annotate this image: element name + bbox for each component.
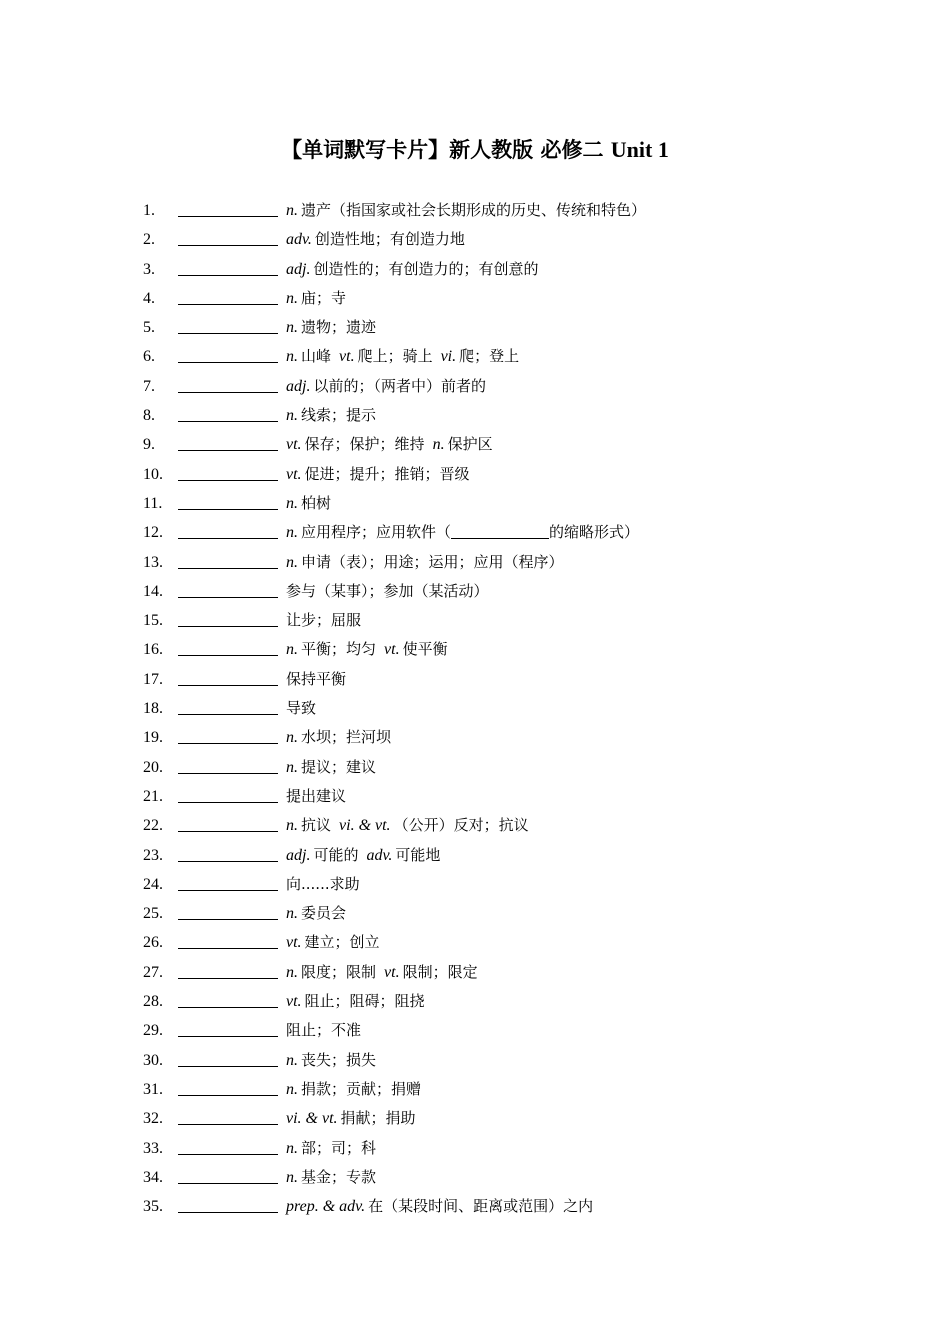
list-item [0, 196, 950, 225]
list-item [0, 518, 950, 547]
meaning-text: 保存；保护；维持 [304, 435, 425, 454]
part-of-speech: n. [286, 319, 298, 337]
item-number: 15. [143, 612, 163, 630]
part-of-speech: n. [286, 1080, 298, 1098]
answer-blank[interactable] [178, 890, 278, 891]
answer-blank[interactable] [178, 216, 278, 217]
answer-blank[interactable] [178, 831, 278, 832]
meaning-text: 让步；屈服 [286, 611, 362, 630]
part-of-speech: n. [286, 202, 298, 219]
item-number: 17. [143, 670, 163, 688]
answer-blank[interactable] [178, 802, 278, 803]
meaning-text: 可能的 [313, 845, 359, 864]
list-item [0, 225, 950, 254]
answer-blank[interactable] [178, 1124, 278, 1125]
definition [286, 958, 478, 987]
definition [286, 723, 391, 752]
part-of-speech: n. [286, 494, 298, 512]
part-of-speech: n. [286, 524, 298, 542]
answer-blank[interactable] [178, 1066, 278, 1067]
definition [286, 987, 425, 1016]
answer-blank[interactable] [178, 1036, 278, 1037]
meaning-text: 山峰 [301, 347, 332, 366]
item-number: 7. [143, 377, 155, 395]
item-number: 14. [143, 582, 163, 600]
definition [286, 928, 380, 957]
definition [286, 1016, 361, 1045]
title-main: 【单词默写卡片】新人教版 必修二 [281, 138, 611, 162]
item-number: 19. [143, 729, 163, 747]
answer-blank[interactable] [178, 304, 278, 305]
definition [286, 1046, 376, 1075]
list-item [0, 1016, 950, 1045]
part-of-speech: vi. & vt. [339, 817, 391, 835]
list-item [0, 1134, 950, 1163]
answer-blank[interactable] [178, 1183, 278, 1184]
answer-blank[interactable] [178, 568, 278, 569]
part-of-speech: n. [286, 348, 298, 366]
part-of-speech: vt. [339, 348, 355, 366]
definition [286, 635, 448, 664]
answer-blank[interactable] [178, 275, 278, 276]
part-of-speech: adj. [286, 260, 311, 278]
definition [286, 665, 346, 694]
item-number: 2. [143, 231, 155, 249]
list-item [0, 958, 950, 987]
item-number: 21. [143, 787, 163, 805]
item-number: 10. [143, 465, 163, 483]
part-of-speech: adj. [286, 846, 311, 864]
list-item [0, 635, 950, 664]
list-item [0, 899, 950, 928]
list-item [0, 606, 950, 635]
item-number: 32. [143, 1110, 163, 1128]
part-of-speech: vt. [286, 436, 302, 454]
item-number: 31. [143, 1080, 163, 1098]
meaning-text: 水坝；拦河坝 [301, 728, 392, 747]
item-number: 35. [143, 1198, 163, 1216]
meaning-text: 导致 [286, 699, 317, 718]
item-number: 24. [143, 875, 163, 893]
definition [286, 401, 376, 430]
definition [286, 196, 646, 225]
item-number: 11. [143, 494, 163, 512]
item-number: 13. [143, 553, 163, 571]
item-number: 20. [143, 758, 163, 776]
definition [286, 313, 376, 342]
item-number: 23. [143, 846, 163, 864]
meaning-text: 保持平衡 [286, 669, 347, 688]
list-item [0, 782, 950, 811]
list-item [0, 1075, 950, 1104]
meaning-text: 丧失；损失 [301, 1050, 377, 1069]
definition [286, 841, 440, 870]
definition [286, 1104, 416, 1133]
meaning-text: 提出建议 [286, 786, 347, 805]
answer-blank[interactable] [178, 362, 278, 363]
part-of-speech: n. [286, 758, 298, 776]
list-item [0, 841, 950, 870]
list-item [0, 1192, 950, 1221]
list-item [0, 928, 950, 957]
list-item [0, 987, 950, 1016]
item-number: 16. [143, 641, 163, 659]
part-of-speech: n. [286, 407, 298, 425]
meaning-text: 捐款；贡献；捐赠 [301, 1079, 422, 1098]
answer-blank[interactable] [178, 1212, 278, 1213]
meaning-text: 参与（某事）；参加（某活动） [286, 581, 489, 600]
answer-blank[interactable] [178, 421, 278, 422]
definition [286, 284, 346, 313]
part-of-speech: n. [286, 963, 298, 981]
item-number: 12. [143, 524, 163, 542]
list-item [0, 342, 950, 371]
answer-blank[interactable] [178, 948, 278, 949]
definition [286, 342, 519, 371]
item-number: 26. [143, 934, 163, 952]
page-title [0, 132, 950, 168]
list-item [0, 694, 950, 723]
part-of-speech: n. [286, 729, 298, 747]
meaning-text: 在（某段时间、距离或范围）之内 [368, 1197, 594, 1216]
answer-blank[interactable] [178, 743, 278, 744]
answer-blank[interactable] [178, 978, 278, 979]
list-item [0, 430, 950, 459]
part-of-speech: vt. [384, 963, 400, 981]
meaning-text: 柏树 [301, 493, 332, 512]
meaning-text: 申请（表）；用途；运用；应用（程序） [301, 552, 564, 571]
answer-blank[interactable] [178, 333, 278, 334]
definition [286, 694, 316, 723]
answer-blank[interactable] [178, 597, 278, 598]
title-unit: Unit 1 [610, 137, 669, 162]
part-of-speech: vi. [440, 348, 457, 366]
meaning-text: 使平衡 [402, 640, 448, 659]
part-of-speech: vt. [286, 993, 302, 1011]
answer-blank[interactable] [178, 1154, 278, 1155]
list-item [0, 723, 950, 752]
answer-blank[interactable] [178, 626, 278, 627]
part-of-speech: n. [286, 1051, 298, 1069]
definition [286, 518, 639, 547]
list-item [0, 313, 950, 342]
definition [286, 782, 346, 811]
meaning-text: 创造性的；有创造力的；有创意的 [313, 259, 539, 278]
list-item [0, 460, 950, 489]
meaning-text: 部；司；科 [301, 1138, 377, 1157]
item-number: 34. [143, 1168, 163, 1186]
meaning-text: 遗物；遗迹 [301, 318, 377, 337]
answer-blank[interactable] [178, 1007, 278, 1008]
definition [286, 1075, 421, 1104]
meaning-text: 爬；登上 [459, 347, 520, 366]
item-number: 28. [143, 993, 163, 1011]
item-number: 8. [143, 407, 155, 425]
list-item [0, 372, 950, 401]
definition [286, 489, 331, 518]
answer-blank[interactable] [178, 245, 278, 246]
part-of-speech: vt. [384, 641, 400, 659]
list-item [0, 1046, 950, 1075]
list-item [0, 1104, 950, 1133]
part-of-speech: n. [286, 1139, 298, 1157]
definition [286, 899, 346, 928]
item-number: 6. [143, 348, 155, 366]
meaning-text: 应用程序；应用软件（ [301, 523, 452, 542]
meaning-text: 遗产（指国家或社会长期形成的历史、传统和特色） [301, 201, 647, 219]
definition [286, 225, 465, 254]
part-of-speech: n. [286, 553, 298, 571]
meaning-text: 平衡；均匀 [301, 640, 377, 659]
item-number: 9. [143, 436, 155, 454]
definition [286, 606, 361, 635]
definition [286, 1163, 376, 1192]
answer-blank[interactable] [178, 919, 278, 920]
part-of-speech: n. [286, 1168, 298, 1186]
part-of-speech: vt. [286, 465, 302, 483]
definition [286, 577, 489, 606]
list-item [0, 548, 950, 577]
meaning-text: 抗议 [301, 816, 332, 835]
definition [286, 460, 470, 489]
list-item [0, 811, 950, 840]
meaning-text: 庙；寺 [301, 288, 347, 307]
definition [286, 870, 360, 899]
list-item [0, 665, 950, 694]
meaning-text: 促进；提升；推销；晋级 [304, 464, 470, 483]
definition [286, 811, 529, 840]
meaning-text: 向......求助 [286, 874, 360, 893]
list-item [0, 401, 950, 430]
meaning-text: （公开）反对；抗议 [393, 816, 529, 835]
answer-blank[interactable] [178, 480, 278, 481]
meaning-text: 以前的；（两者中）前者的 [313, 376, 486, 395]
meaning-text: 可能地 [395, 845, 441, 864]
answer-blank[interactable] [178, 773, 278, 774]
answer-blank[interactable] [178, 538, 278, 539]
meaning-text: 委员会 [301, 904, 347, 923]
meaning-text: 线索；提示 [301, 406, 377, 425]
list-item [0, 577, 950, 606]
vocabulary-list [0, 196, 950, 1221]
part-of-speech: n. [286, 289, 298, 307]
definition [286, 372, 486, 401]
list-item [0, 255, 950, 284]
answer-blank[interactable] [178, 714, 278, 715]
list-item [0, 1163, 950, 1192]
part-of-speech: n. [286, 817, 298, 835]
item-number: 18. [143, 700, 163, 718]
definition [286, 430, 493, 459]
answer-blank[interactable] [178, 509, 278, 510]
definition [286, 255, 538, 284]
item-number: 29. [143, 1022, 163, 1040]
answer-blank[interactable] [178, 655, 278, 656]
item-number: 1. [143, 202, 155, 219]
definition [286, 548, 564, 577]
part-of-speech: n. [286, 905, 298, 923]
definition [286, 1192, 593, 1221]
meaning-text: 创造性地；有创造力地 [314, 230, 465, 249]
part-of-speech: vi. & vt. [286, 1110, 338, 1128]
definition [286, 753, 376, 782]
meaning-text: 提议；建议 [301, 757, 377, 776]
part-of-speech: adj. [286, 377, 311, 395]
answer-blank[interactable] [178, 1095, 278, 1096]
item-number: 22. [143, 817, 163, 835]
answer-blank[interactable] [178, 861, 278, 862]
part-of-speech: n. [286, 641, 298, 659]
item-number: 5. [143, 319, 155, 337]
answer-blank[interactable] [178, 392, 278, 393]
item-number: 3. [143, 260, 155, 278]
meaning-text: 建立；创立 [304, 933, 380, 952]
answer-blank[interactable] [178, 685, 278, 686]
meaning-text: 捐献；捐助 [340, 1109, 416, 1128]
meaning-text: 基金；专款 [301, 1167, 377, 1186]
item-number: 25. [143, 905, 163, 923]
meaning-text: 爬上；骑上 [357, 347, 433, 366]
meaning-text: 阻止；阻碍；阻挠 [304, 992, 425, 1011]
list-item [0, 753, 950, 782]
list-item [0, 489, 950, 518]
item-number: 4. [143, 289, 155, 307]
meaning-text: 限度；限制 [301, 962, 377, 981]
part-of-speech: adv. [366, 846, 393, 864]
part-of-speech: adv. [286, 231, 312, 249]
list-item [0, 870, 950, 899]
item-number: 33. [143, 1139, 163, 1157]
meaning-text: 限制；限定 [402, 962, 478, 981]
answer-blank[interactable] [178, 450, 278, 451]
part-of-speech: n. [432, 436, 445, 454]
list-item [0, 284, 950, 313]
meaning-text: 阻止；不准 [286, 1021, 362, 1040]
meaning-text: 保护区 [447, 435, 493, 454]
item-number: 30. [143, 1051, 163, 1069]
meaning-text: 的缩略形式） [549, 523, 640, 542]
definition [286, 1134, 376, 1163]
part-of-speech: vt. [286, 934, 302, 952]
inline-answer-blank[interactable] [451, 521, 549, 539]
item-number: 27. [143, 963, 163, 981]
part-of-speech: prep. & adv. [286, 1198, 366, 1216]
